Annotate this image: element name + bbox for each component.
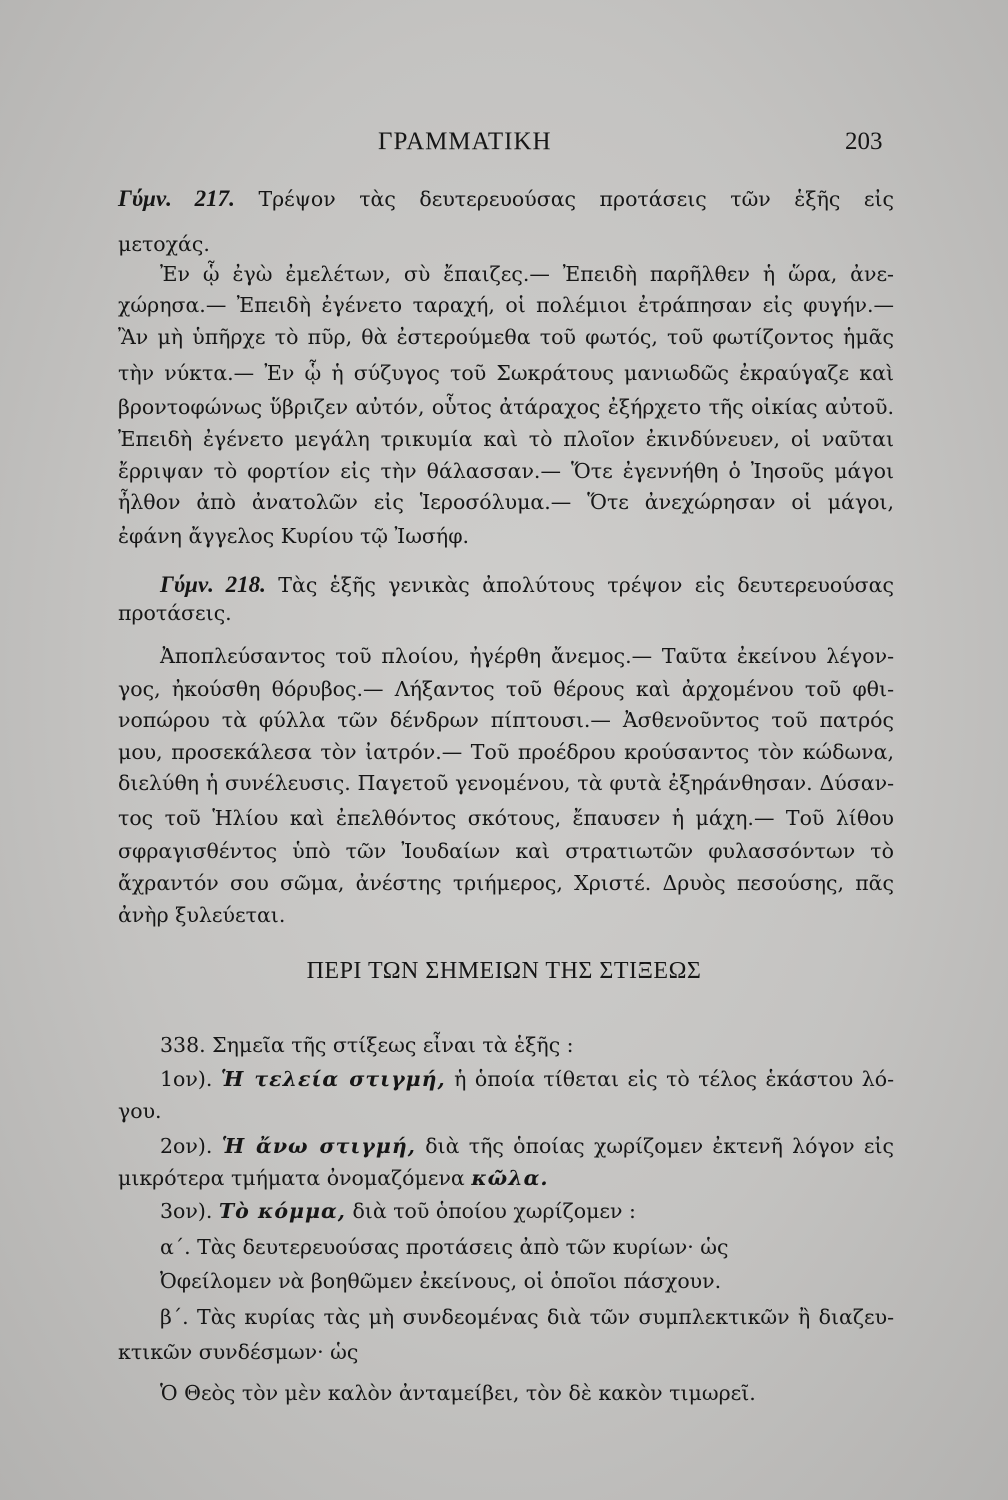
item-2-text: διὰ τῆς ὁποίας χωρίζομεν ἐκτενῆ λόγον εἰς [425, 1134, 894, 1158]
exercise-217-line-6: τὴν νύκτα.— Ἐν ᾧ ἡ σύζυγος τοῦ Σωκράτους μανιωδῶς ἐκραύγαζε καὶ [118, 361, 894, 385]
exercise-217-line-10: ἦλθον ἀπὸ ἀνατολῶν εἰς Ἱεροσόλυμα.— Ὅτε ἀνεχώρησαν οἱ μάγοι, [118, 490, 894, 514]
item-1-term: Ἡ τελεία στιγμή, [220, 1067, 446, 1091]
exercise-218-line-5: νοπώρου τὰ φύλλα τῶν δένδρων πίπτουσι.— Ἀσθενοῦντος τοῦ πατρός [118, 708, 894, 732]
item-2 [160, 1131, 894, 1161]
exercise-218-line-10: ἄχραντόν σου σῶμα, ἀνέστης τριήμερος, Χριστέ. Δρυὸς πεσούσης, πᾶς [118, 871, 894, 895]
exercise-217-line-5: Ἂν μὴ ὑπῆρχε τὸ πῦρ, θὰ ἐστερούμεθα τοῦ φωτός, τοῦ φωτίζοντος ἡμᾶς [118, 325, 894, 349]
exercise-218-line-6: μου, προσεκάλεσα τὸν ἰατρόν.— Τοῦ προέδρου κρούσαντος τὸν κώδωνα, [118, 740, 894, 764]
item-1 [160, 1064, 894, 1094]
exercise-217-line-4: χώρησα.— Ἐπειδὴ ἐγένετο ταραχή, οἱ πολέμιοι ἐτράπησαν εἰς φυγήν.— [118, 293, 894, 317]
example-a: Ὀφείλομεν νὰ βοηθῶμεν ἐκείνους, οἱ ὁποῖοι πάσχουν. [160, 1269, 722, 1293]
exercise-218-line-1: Γύμν. 218. Τὰς ἑξῆς γενικὰς ἀπολύτους τρέψον εἰς δευτερευούσας [160, 572, 894, 597]
exercise-217-line-3: Ἐν ᾧ ἐγὼ ἐμελέτων, σὺ ἔπαιζες.— Ἐπειδὴ παρῆλθεν ἡ ὥρα, ἀνε- [160, 262, 894, 286]
exercise-218-line-3: Ἀποπλεύσαντος τοῦ πλοίου, ἠγέρθη ἄνεμος.— Ταῦτα ἐκείνου λέγον- [160, 644, 894, 668]
item-1-text: ἡ ὁποία τίθεται εἰς τὸ τέλος ἑκάστου λό- [454, 1067, 894, 1091]
exercise-218-label: Γύμν. 218. [160, 572, 266, 597]
item-1-continuation: γου. [118, 1099, 162, 1123]
exercise-217-line-2: μετοχάς. [118, 232, 210, 256]
page-number: 203 [845, 128, 883, 155]
item-3 [160, 1196, 894, 1226]
example-b: Ὁ Θεὸς τὸν μὲν καλὸν ἀνταμείβει, τὸν δὲ κακὸν τιμωρεῖ. [160, 1381, 756, 1405]
exercise-218-line-9: σφραγισθέντος ὑπὸ τῶν Ἰουδαίων καὶ στρατιωτῶν φυλασσόντων τὸ [118, 839, 894, 863]
item-3-number: 3ον). [160, 1199, 213, 1223]
exercise-218-line-7: διελύθη ἡ συνέλευσις. Παγετοῦ γενομένου, τὰ φυτὰ ἐξηράνθησαν. Δύσαν- [118, 771, 894, 795]
exercise-217-line-8: Ἐπειδὴ ἐγένετο μεγάλη τρικυμία καὶ τὸ πλοῖον ἐκινδύνευεν, οἱ ναῦται [118, 427, 894, 451]
item-1-number: 1ον). [160, 1067, 213, 1091]
exercise-217-line-9: ἔρριψαν τὸ φορτίον εἰς τὴν θάλασσαν.— Ὅτε ἐγεννήθη ὁ Ἰησοῦς μάγοι [118, 459, 894, 483]
sub-item-b: β΄. Τὰς κυρίας τὰς μὴ συνδεομένας διὰ τῶν συμπλεκτικῶν ἢ διαζευ- [160, 1305, 894, 1329]
sub-item-b-continuation: κτικῶν συνδέσμων· ὡς [118, 1340, 359, 1364]
item-2-term-kola: κῶλα. [471, 1166, 549, 1190]
paragraph-338: 338. Σημεῖα τῆς στίξεως εἶναι τὰ ἑξῆς : [160, 1033, 574, 1057]
running-title: ΓΡΑΜΜΑΤΙΚΗ [378, 128, 552, 155]
exercise-218-line-11: ἀνὴρ ξυλεύεται. [118, 903, 286, 927]
item-3-text: διὰ τοῦ ὁποίου χωρίζομεν : [352, 1199, 636, 1223]
exercise-217-line-7: βροντοφώνως ὕβριζεν αὐτόν, οὗτος ἀτάραχος ἐξήρχετο τῆς οἰκίας αὐτοῦ. [118, 395, 894, 419]
sub-item-a: α΄. Τὰς δευτερευούσας προτάσεις ἀπὸ τῶν κυρίων· ὡς [160, 1235, 729, 1259]
item-2-continuation: μικρότερα τμήματα ὀνομαζόμενα κῶλα. [118, 1166, 549, 1190]
exercise-217-label: Γύμν. 217. [118, 186, 235, 211]
exercise-217-line-11: ἐφάνη ἄγγελος Κυρίου τῷ Ἰωσήφ. [118, 524, 470, 548]
exercise-217-line-1: Γύμν. 217. Τρέψον τὰς δευτερευούσας προτάσεις τῶν ἑξῆς εἰς [118, 186, 895, 211]
section-title: ΠΕΡΙ ΤΩΝ ΣΗΜΕΙΩΝ ΤΗΣ ΣΤΙΞΕΩΣ [306, 958, 702, 984]
item-2-number: 2ον). [160, 1134, 213, 1158]
item-3-term: Τὸ κόμμα, [218, 1199, 346, 1223]
exercise-218-line-2: προτάσεις. [118, 601, 232, 625]
exercise-218-line-4: γος, ἠκούσθη θόρυβος.— Λήξαντος τοῦ θέρους καὶ ἀρχομένου τοῦ φθι- [118, 677, 894, 701]
item-2-term: Ἡ ἄνω στιγμή, [221, 1134, 416, 1158]
exercise-218-line-8: τος τοῦ Ἡλίου καὶ ἐπελθόντος σκότους, ἔπαυσεν ἡ μάχη.— Τοῦ λίθου [118, 806, 894, 830]
page-header [0, 128, 1008, 164]
